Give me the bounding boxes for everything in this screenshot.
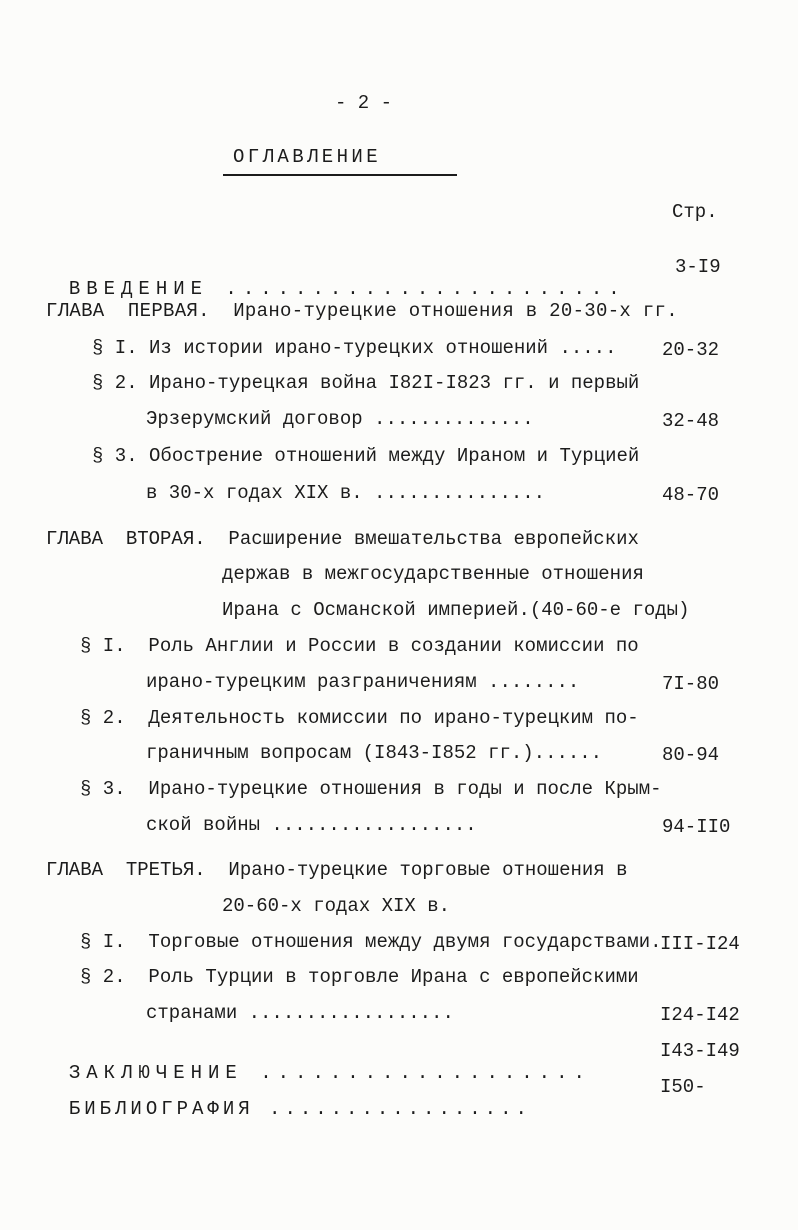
toc-ch1-heading: ГЛАВА ПЕРВАЯ. Ирано-турецкие отношения в 20-30-х гг. bbox=[46, 300, 678, 322]
toc-ch3-s2-pages: I24-I42 bbox=[660, 1004, 740, 1026]
toc-intro-pages: 3-I9 bbox=[675, 256, 721, 278]
title-underline bbox=[223, 174, 457, 176]
toc-ch2-line1: ГЛАВА ВТОРАЯ. Расширение вмешательства европейских bbox=[46, 528, 639, 550]
toc-ch3-s2-line2: странами .................. bbox=[146, 1002, 454, 1024]
toc-ch3-s1: § I. Торговые отношения между двумя государствами. bbox=[80, 931, 662, 953]
toc-ch3-s1-pages: III-I24 bbox=[660, 933, 740, 955]
page-title: ОГЛАВЛЕНИЕ bbox=[233, 146, 382, 168]
toc-ch3-s2-line1: § 2. Роль Турции в торговле Ирана с европейскими bbox=[80, 966, 639, 988]
toc-ch2-s3-line1: § 3. Ирано-турецкие отношения в годы и после Крым- bbox=[80, 778, 662, 800]
pages-column-label: Стр. bbox=[672, 201, 718, 223]
toc-bibliography bbox=[46, 1073, 531, 1121]
toc-ch3-line1: ГЛАВА ТРЕТЬЯ. Ирано-турецкие торговые отношения в bbox=[46, 859, 628, 881]
toc-ch2-s3-pages: 94-II0 bbox=[662, 816, 731, 838]
toc-ch2-line3: Ирана с Османской империей.(40-60-е годы) bbox=[222, 599, 690, 621]
toc-ch1-s1: § I. Из истории ирано-турецких отношений ..... bbox=[92, 337, 617, 359]
toc-ch1-s2-line1: § 2. Ирано-турецкая война I82I-I823 гг. и первый bbox=[92, 372, 640, 394]
toc-ch2-s1-pages: 7I-80 bbox=[662, 673, 720, 695]
toc-bibliography-pages: I50- bbox=[660, 1076, 706, 1098]
toc-intro bbox=[46, 253, 626, 301]
toc-ch2-s3-line2: ской войны .................. bbox=[146, 814, 477, 836]
toc-ch1-s2-line2: Эрзерумский договор .............. bbox=[146, 408, 534, 430]
toc-ch3-line2: 20-60-х годах XIX в. bbox=[222, 895, 451, 917]
toc-ch2-s1-line2: ирано-турецким разграничениям ........ bbox=[146, 671, 580, 693]
toc-ch2-s2-pages: 80-94 bbox=[662, 744, 720, 766]
toc-ch1-s3-line1: § 3. Обострение отношений между Ираном и Турцией bbox=[92, 445, 640, 467]
toc-conclusion-text: ЗАКЛЮЧЕНИЕ ................... bbox=[68, 1062, 591, 1084]
toc-bibliography-text: БИБЛИОГРАФИЯ ................. bbox=[68, 1098, 531, 1120]
toc-ch2-s1-line1: § I. Роль Англии и России в создании комиссии по bbox=[80, 635, 639, 657]
toc-ch1-s3-line2: в 30-х годах XIX в. ............... bbox=[146, 482, 546, 504]
toc-ch2-line2: держав в межгосударственные отношения bbox=[222, 563, 644, 585]
toc-ch1-s3-pages: 48-70 bbox=[662, 484, 720, 506]
toc-ch2-s2-line2: граничным вопросам (I843-I852 гг.)...... bbox=[146, 742, 603, 764]
toc-conclusion-pages: I43-I49 bbox=[660, 1040, 740, 1062]
toc-ch1-s1-pages: 20-32 bbox=[662, 339, 720, 361]
toc-intro-text: ВВЕДЕНИЕ ....................... bbox=[68, 278, 626, 300]
toc-ch1-s2-pages: 32-48 bbox=[662, 410, 720, 432]
toc-ch2-s2-line1: § 2. Деятельность комиссии по ирано-турецким по- bbox=[80, 707, 639, 729]
page-number: - 2 - bbox=[335, 92, 393, 114]
